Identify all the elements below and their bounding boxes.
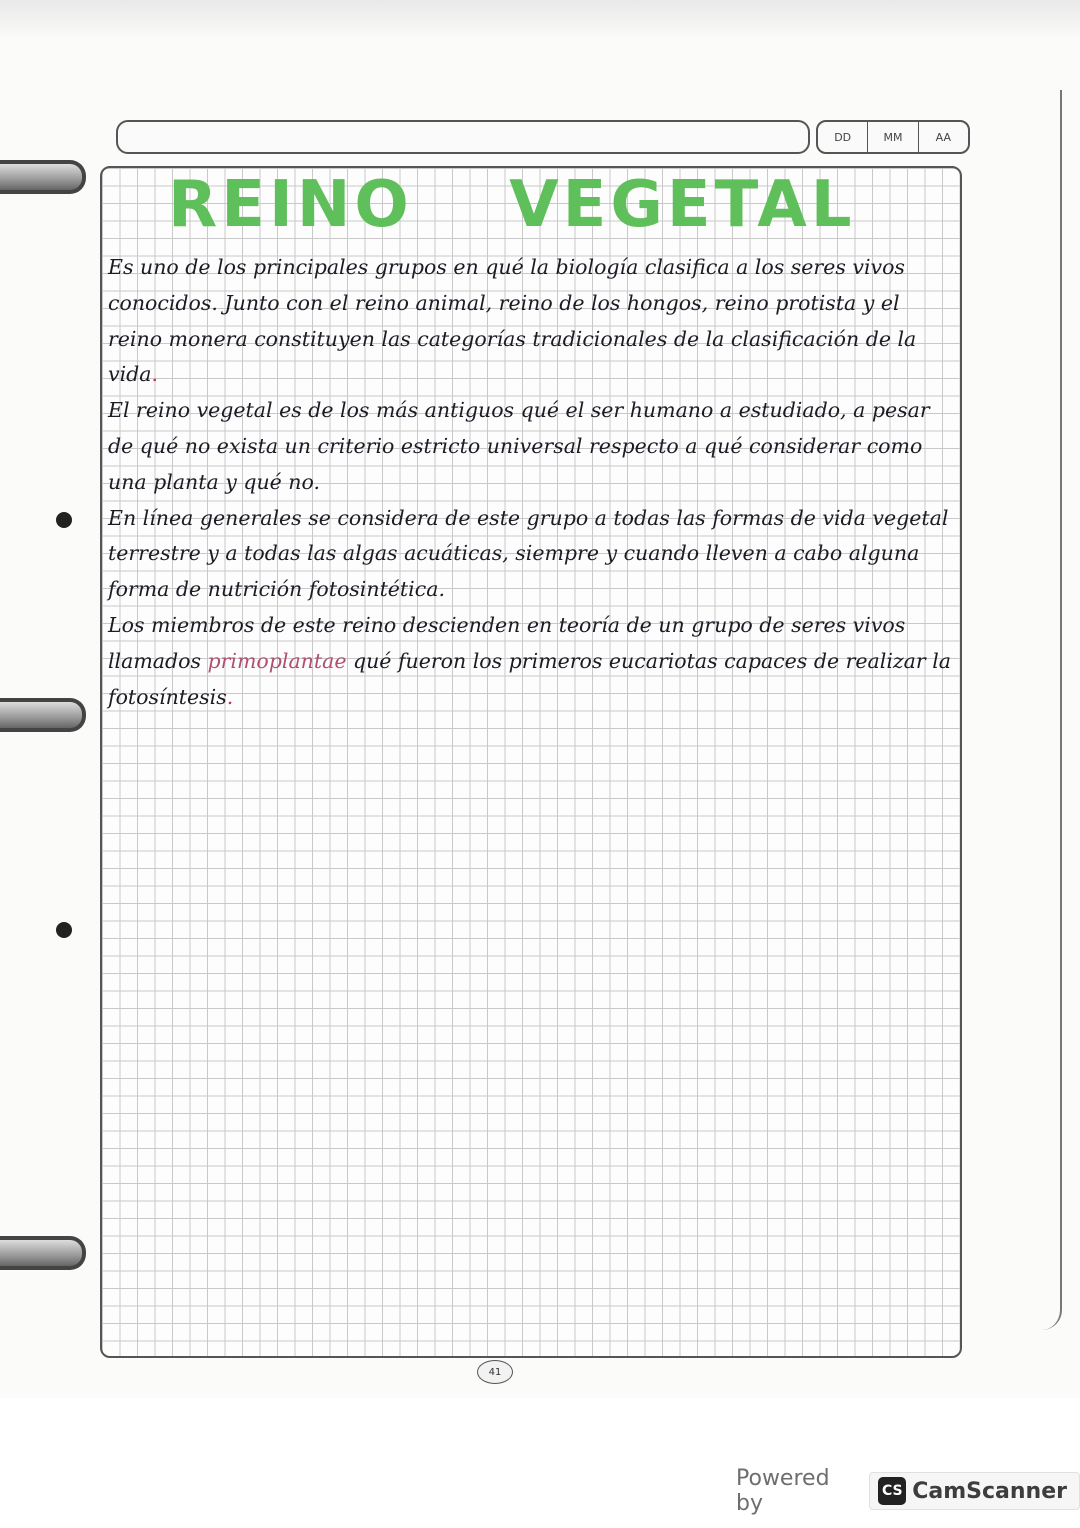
- paragraph-2: [108, 393, 958, 500]
- paragraph-1: [108, 250, 958, 393]
- paragraph-1-end: .: [151, 362, 159, 387]
- paragraph-3-end: .: [438, 577, 445, 602]
- page-number-badge: 41: [477, 1360, 513, 1384]
- date-month-label: MM: [867, 122, 917, 152]
- paragraph-2-text: El reino vegetal es de los más antiguos qué el ser humano a estudiado, a pesar de qué no exista un criterio estricto universal respecto a qué considerar como una planta y qué no: [108, 398, 930, 494]
- note-body: [108, 250, 958, 715]
- brand-box: [869, 1472, 1080, 1510]
- paragraph-4-end: .: [226, 684, 234, 709]
- date-box: [816, 120, 970, 154]
- punch-hole: [56, 512, 72, 528]
- notebook-edge: [1040, 90, 1062, 1330]
- powered-by-label: Powered by: [736, 1466, 830, 1516]
- binder-ring: [0, 160, 86, 194]
- paragraph-4-text: Los miembros de este reino descienden en teoría de un grupo de seres vivos llamados: [108, 612, 906, 673]
- binder-ring: [0, 1236, 86, 1270]
- paragraph-4: [108, 608, 958, 715]
- paragraph-3: [108, 501, 958, 608]
- camscanner-watermark: [736, 1466, 1080, 1516]
- binder-ring: [0, 698, 86, 732]
- brand-name: CamScanner: [912, 1478, 1067, 1504]
- paragraph-4-tail: qué fueron los primeros eucariotas capaces de realizar la fotosíntesis: [108, 648, 951, 709]
- date-day-label: DD: [834, 130, 852, 144]
- paragraph-2-end: .: [313, 469, 321, 494]
- scan-shadow: [0, 0, 1080, 40]
- punch-hole: [56, 922, 72, 938]
- date-year-label: AA: [918, 122, 968, 152]
- paragraph-3-text: En línea generales se considera de este grupo a todas las formas de vida vegetal terrestre y a todas las algas acuáticas, siempre y cuando lleven a cabo alguna forma de nutrición fotosintética: [108, 505, 949, 602]
- paragraph-1-text: Es uno de los principales grupos en qué la biología clasifica a los seres vivos conocidos. Junto con el reino animal, reino de los hongos, reino protista y el reino monera constituyen las categorías tradicionales de la clasificación de la vida: [108, 255, 917, 387]
- highlighted-term: primoplantae: [207, 648, 347, 673]
- title-strip: [116, 120, 810, 154]
- camscanner-logo-icon: CS: [878, 1477, 906, 1505]
- note-title: REINO VEGETAL: [168, 168, 856, 242]
